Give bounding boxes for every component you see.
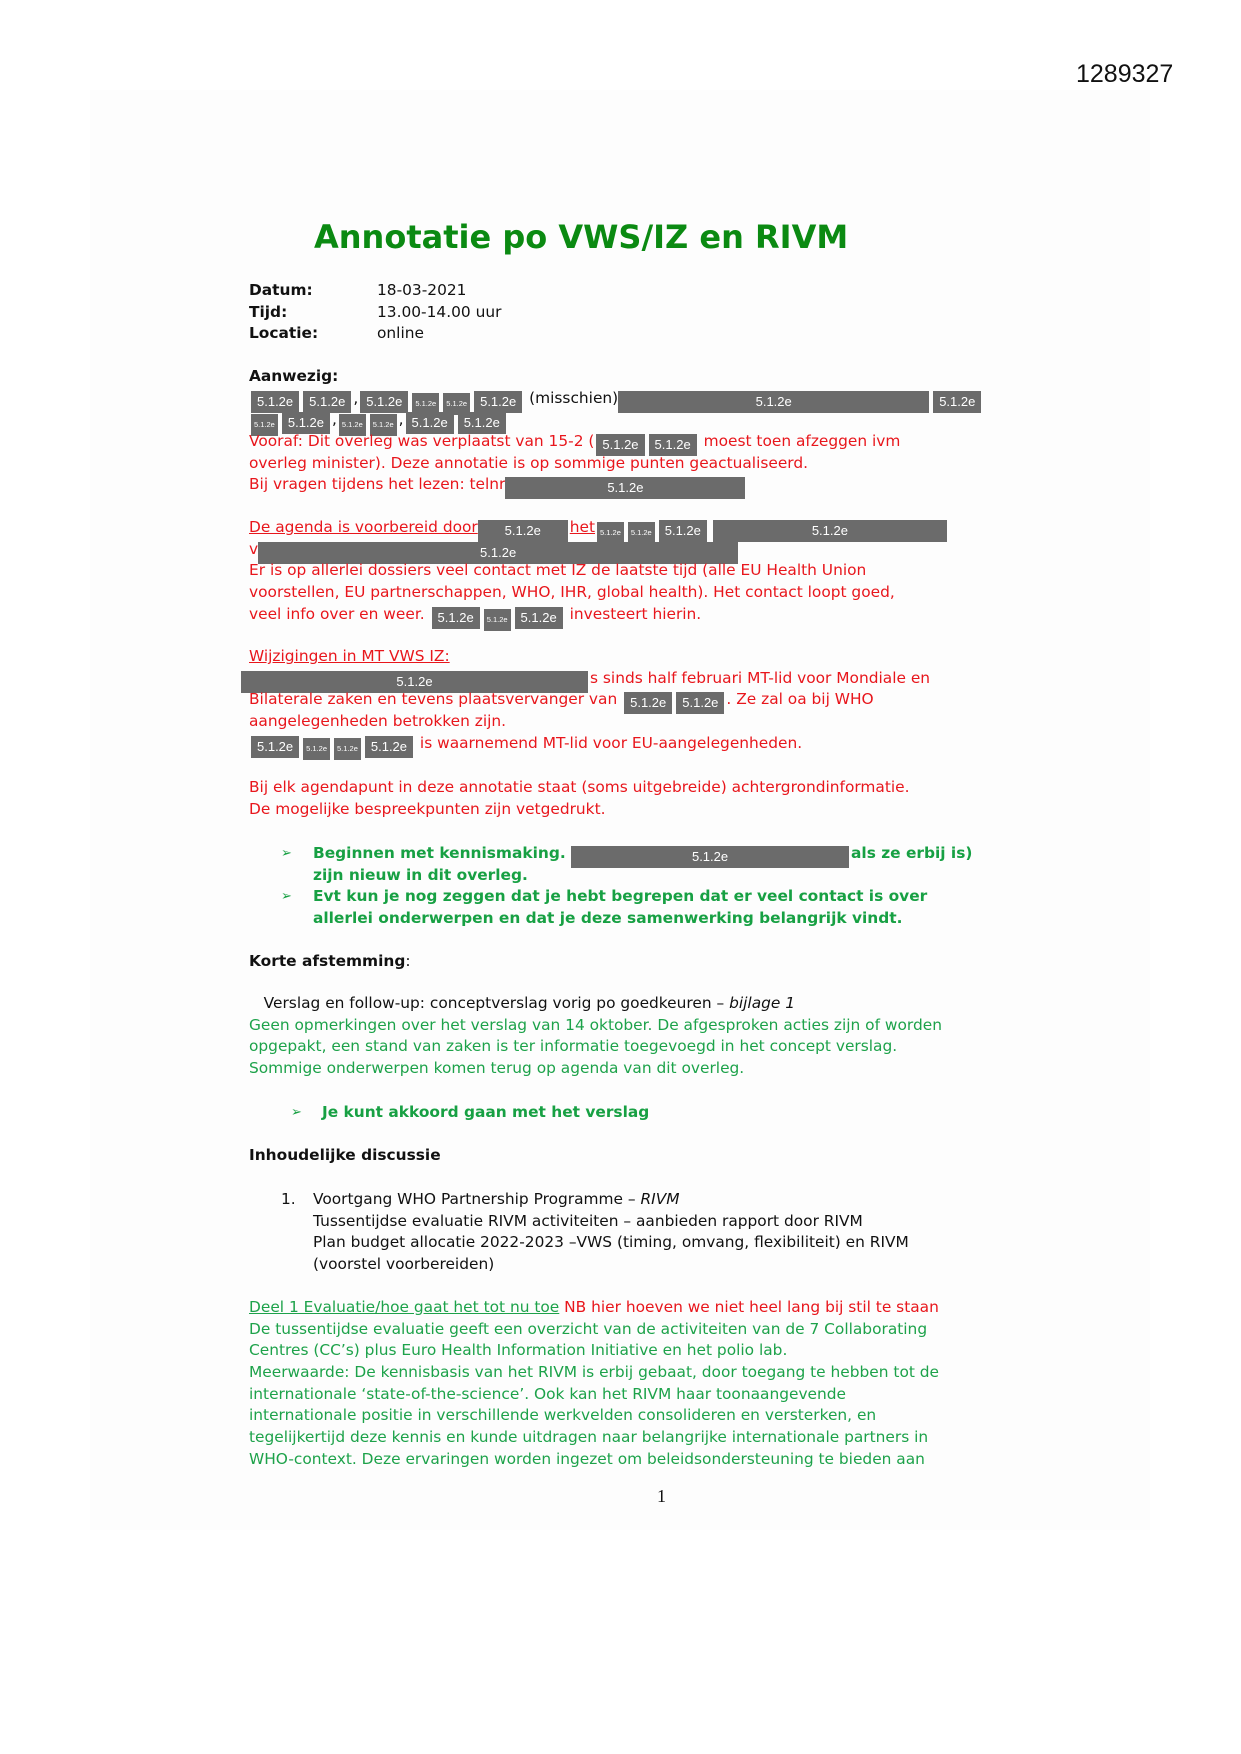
text-run: ,: [353, 388, 359, 407]
underlined-text: De agenda is voorbereid door: [249, 518, 478, 536]
text-run: ,: [398, 410, 404, 429]
section-aanwezig: [249, 366, 1129, 496]
bold-text: Aanwezig:: [249, 367, 339, 385]
meta-row-datum: [249, 280, 1129, 302]
text-line: [249, 409, 1129, 431]
underlined-text: Deel 1 Evaluatie/hoe gaat het tot nu toe: [249, 1298, 560, 1316]
text-run: Meerwaarde: De kennisbasis van het RIVM is erbij gebaat, door toegang te hebben tot de: [249, 1363, 940, 1382]
meta-row-locatie: [249, 323, 1129, 345]
text-run: (misschien): [524, 388, 619, 407]
redaction-box: 5.1.2e: [676, 692, 724, 714]
text-run: Centres (CC’s) plus Euro Health Information Initiative en het polio lab.: [249, 1341, 788, 1360]
section-bespreekpunten: [249, 843, 1129, 930]
arrow-bullet-icon: ➢: [281, 889, 292, 905]
text-line: [249, 1449, 1129, 1471]
underlined-text: Wijzigingen in MT VWS IZ:: [249, 647, 450, 665]
meta-value: 18-03-2021: [377, 281, 467, 299]
text-run: WHO-context. Deze ervaringen worden ingezet om beleidsondersteuning te bieden aan: [249, 1449, 925, 1468]
redaction-box: 5.1.2e: [713, 520, 947, 542]
text-line: [313, 1254, 1129, 1276]
list-item: [249, 1189, 1129, 1276]
redaction-box: 5.1.2e: [339, 414, 366, 436]
text-run: Geen opmerkingen over het verslag van 14 oktober. De afgesproken acties zijn of worden: [249, 1015, 942, 1034]
redaction-box: 5.1.2e: [406, 412, 454, 434]
text-run: opgepakt, een stand van zaken is ter informatie toegevoegd in het concept verslag.: [249, 1037, 898, 1056]
arrow-bullet-icon: ➢: [281, 846, 292, 861]
text-line: [249, 582, 1129, 604]
text-run: . Ze zal oa bij WHO: [726, 690, 874, 709]
redaction-box: 5.1.2e: [360, 391, 408, 413]
text-line: [313, 886, 1129, 908]
list-item: [249, 886, 1129, 929]
text-run: allerlei onderwerpen en dat je deze samenwerking belangrijk vindt.: [313, 909, 903, 928]
text-line: [249, 1058, 1129, 1080]
redaction-box: 5.1.2e: [659, 520, 707, 542]
text-run: (voorstel voorbereiden): [313, 1255, 495, 1274]
meta-label: Tijd:: [249, 302, 288, 321]
text-run: overleg minister). Deze annotatie is op sommige punten geactualiseerd.: [249, 453, 809, 472]
text-run: v: [249, 539, 259, 558]
text-run: Vooraf: Dit overleg was verplaatst van 15-2 (: [249, 432, 595, 451]
text-run: investeert hierin.: [564, 604, 702, 623]
redaction-box: 5.1.2e: [370, 414, 397, 436]
text-line: [249, 733, 1129, 755]
text-line: [249, 474, 1129, 496]
text-line: [313, 1232, 1129, 1254]
section-korte-afstemming: [249, 951, 1129, 973]
text-line: [313, 843, 1129, 865]
text-line: [322, 1102, 1129, 1124]
redaction-box: 5.1.2e: [303, 738, 330, 760]
redaction-box: 5.1.2e: [365, 736, 413, 758]
text-line: [249, 1015, 1129, 1037]
redaction-box: 5.1.2e: [624, 692, 672, 714]
text-line: [249, 431, 1129, 453]
text-line: [249, 1145, 1129, 1167]
redaction-box: 5.1.2e: [443, 393, 470, 415]
text-line: [249, 366, 1129, 388]
text-line: [249, 777, 1129, 799]
list-number: 1.: [281, 1190, 296, 1208]
redaction-box: 5.1.2e: [251, 414, 278, 436]
text-run: Bij vragen tijdens het lezen: telnr: [249, 475, 506, 494]
list-item: [249, 1102, 1129, 1124]
text-run: als ze erbij is): [851, 844, 973, 862]
text-line: [249, 646, 1129, 668]
redaction-box: 5.1.2e: [282, 412, 330, 434]
section-akkoord: [249, 1102, 1129, 1124]
redaction-box: 5.1.2e: [628, 522, 655, 544]
text-line: [249, 1319, 1129, 1341]
text-run: tegelijkertijd deze kennis en kunde uitdragen naar belangrijke internationale partners in: [249, 1428, 929, 1447]
meta-table: [249, 280, 1129, 345]
text-line: [249, 1297, 1129, 1319]
text-line: [249, 1427, 1129, 1449]
text-run: Voortgang WHO Partnership Programme –: [313, 1190, 641, 1208]
redaction-box: 5.1.2e: [571, 846, 849, 868]
bold-text: Korte afstemming: [249, 952, 406, 970]
text-line: [249, 951, 1129, 973]
text-line: [249, 993, 1129, 1015]
text-run: Plan budget allocatie 2022-2023 –VWS (timing, omvang, flexibiliteit) en RIVM: [313, 1233, 909, 1252]
text-line: [249, 1036, 1129, 1058]
text-line: [249, 711, 1129, 733]
bold-text: Inhoudelijke discussie: [249, 1146, 441, 1164]
text-run: moest toen afzeggen ivm: [698, 432, 901, 451]
text-run: De tussentijdse evaluatie geeft een overzicht van de activiteiten van de 7 Collaborating: [249, 1319, 928, 1338]
text-run: NB hier hoeven we niet heel lang bij stil te staan: [559, 1298, 939, 1316]
redaction-box: 5.1.2e: [484, 609, 511, 631]
text-line: [249, 1384, 1129, 1406]
text-run: Verslag en follow-up: conceptverslag vorig po goedkeuren –: [249, 994, 730, 1012]
text-line: [249, 517, 1129, 539]
redaction-box: 5.1.2e: [933, 391, 981, 413]
redaction-box: 5.1.2e: [432, 607, 480, 629]
text-line: [249, 1362, 1129, 1384]
meta-label: Locatie:: [249, 324, 319, 343]
section-agenda: [249, 517, 1129, 625]
text-run: Evt kun je nog zeggen dat je hebt begrepen dat er veel contact is over: [313, 887, 928, 906]
text-line: [249, 604, 1129, 626]
text-run: De mogelijke bespreekpunten zijn vetgedrukt.: [249, 799, 606, 818]
redaction-box: 5.1.2e: [515, 607, 563, 629]
italic-text: RIVM: [640, 1190, 680, 1208]
section-inhoudelijke-discussie: [249, 1145, 1129, 1167]
text-run: Tussentijdse evaluatie RIVM activiteiten – aanbieden rapport door RIVM: [313, 1211, 863, 1230]
text-run: Er is op allerlei dossiers veel contact met IZ de laatste tijd (alle EU Health Union: [249, 561, 867, 580]
redaction-box: 5.1.2e: [412, 393, 439, 415]
text-line: [249, 1405, 1129, 1427]
redaction-box: 5.1.2e: [303, 391, 351, 413]
redaction-box: 5.1.2e: [258, 542, 738, 564]
redaction-box: 5.1.2e: [478, 520, 568, 542]
text-run: veel info over en weer.: [249, 604, 430, 623]
text-line: [249, 1340, 1129, 1362]
section-verslag: [249, 993, 1129, 1080]
text-run: :: [405, 952, 411, 970]
text-line: [249, 668, 1129, 690]
redaction-box: 5.1.2e: [251, 391, 299, 413]
redaction-box: 5.1.2e: [241, 671, 588, 693]
page-title: Annotatie po VWS/IZ en RIVM: [314, 218, 849, 256]
redaction-box: 5.1.2e: [597, 522, 624, 544]
text-line: [249, 539, 1129, 561]
text-run: aangelegenheden betrokken zijn.: [249, 712, 507, 731]
text-line: [313, 1189, 1129, 1211]
text-line: [249, 560, 1129, 582]
section-bij-elk: [249, 777, 1129, 820]
list-item: [249, 843, 1129, 886]
text-run: s sinds half februari MT-lid voor Mondiale en: [590, 668, 931, 687]
redaction-box: 5.1.2e: [618, 391, 929, 413]
text-line: [249, 689, 1129, 711]
text-run: Bij elk agendapunt in deze annotatie staat (soms uitgebreide) achtergrondinformatie.: [249, 778, 910, 796]
text-line: [249, 453, 1129, 475]
text-line: [313, 865, 1129, 887]
redaction-box: 5.1.2e: [596, 434, 644, 456]
redaction-box: 5.1.2e: [474, 391, 522, 413]
redaction-box: 5.1.2e: [458, 412, 506, 434]
text-line: [313, 1211, 1129, 1233]
redaction-box: 5.1.2e: [334, 738, 361, 760]
meta-value: 13.00-14.00 uur: [377, 302, 502, 321]
page-number: 1: [657, 1486, 666, 1506]
text-line: [249, 388, 1129, 410]
text-run: voorstellen, EU partnerschappen, WHO, IHR, global health). Het contact loopt goed,: [249, 583, 895, 602]
text-line: [249, 799, 1129, 821]
text-run: internationale ‘state-of-the-science’. Ook kan het RIVM haar toonaangevende: [249, 1384, 847, 1403]
section-deel-1: [249, 1297, 1129, 1471]
section-wijzigingen: [249, 646, 1129, 754]
italic-text: bijlage 1: [729, 994, 796, 1012]
underlined-text: het: [569, 518, 596, 536]
text-run: internationale positie in verschillende werkvelden consolideren en versterken, en: [249, 1406, 877, 1425]
text-run: Je kunt akkoord gaan met het verslag: [322, 1103, 650, 1121]
text-run: Beginnen met kennismaking.: [313, 844, 572, 862]
meta-row-tijd: [249, 302, 1129, 324]
text-run: Bilaterale zaken en tevens plaatsvervanger van: [249, 690, 623, 709]
redaction-box: 5.1.2e: [649, 434, 697, 456]
meta-value: online: [377, 324, 424, 343]
meta-label: Datum:: [249, 281, 313, 299]
text-run: is waarnemend MT-lid voor EU-aangelegenheden.: [415, 733, 803, 752]
redaction-box: 5.1.2e: [505, 477, 745, 499]
redaction-box: 5.1.2e: [251, 736, 299, 758]
text-run: ,: [332, 410, 337, 429]
text-run: Sommige onderwerpen komen terug op agenda van dit overleg.: [249, 1059, 745, 1078]
text-run: zijn nieuw in dit overleg.: [313, 865, 528, 884]
document-id: 1289327: [1076, 60, 1174, 88]
text-line: [313, 908, 1129, 930]
arrow-bullet-icon: ➢: [291, 1105, 302, 1120]
section-agendapunt-1: [249, 1189, 1129, 1276]
